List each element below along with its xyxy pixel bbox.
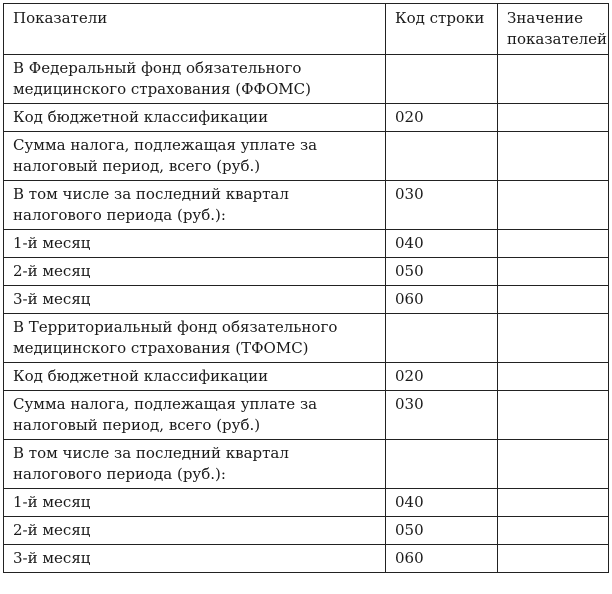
row-label: В том числе за последний квартал налогового периода (руб.):: [4, 440, 386, 489]
table-row: [4, 104, 609, 132]
section-code-cell: [386, 314, 498, 363]
row-code: 030: [386, 181, 498, 230]
table-row: [4, 230, 609, 258]
section-title-ffoms: В Федеральный фонд обязательного медицинского страхования (ФФОМС): [4, 55, 386, 104]
row-label: Код бюджетной классификации: [4, 363, 386, 391]
row-code: 050: [386, 517, 498, 545]
section-header-row: [4, 314, 609, 363]
section-code-cell: [386, 55, 498, 104]
row-value: [498, 489, 609, 517]
row-value: [498, 517, 609, 545]
row-value: [498, 181, 609, 230]
row-label: 3-й месяц: [4, 545, 386, 573]
row-label: Сумма налога, подлежащая уплате за налоговый период, всего (руб.): [4, 391, 386, 440]
row-code: 060: [386, 286, 498, 314]
row-label: Код бюджетной классификации: [4, 104, 386, 132]
row-code: 040: [386, 489, 498, 517]
row-label: Сумма налога, подлежащая уплате за налоговый период, всего (руб.): [4, 132, 386, 181]
section-value-cell: [498, 55, 609, 104]
row-label: 1-й месяц: [4, 230, 386, 258]
table-row: [4, 545, 609, 573]
row-code: 040: [386, 230, 498, 258]
row-label: 2-й месяц: [4, 258, 386, 286]
row-label: 1-й месяц: [4, 489, 386, 517]
table-row: [4, 489, 609, 517]
table-row: [4, 440, 609, 489]
table-row: [4, 517, 609, 545]
row-value: [498, 440, 609, 489]
row-value: [498, 286, 609, 314]
row-value: [498, 363, 609, 391]
row-value: [498, 545, 609, 573]
table-row: [4, 181, 609, 230]
table-header-row: [4, 4, 609, 55]
row-code: [386, 440, 498, 489]
table-row: [4, 286, 609, 314]
table-row: [4, 363, 609, 391]
row-value: [498, 230, 609, 258]
table-row: [4, 132, 609, 181]
row-label: 2-й месяц: [4, 517, 386, 545]
header-value: Значение показателей: [498, 4, 609, 55]
row-label: В том числе за последний квартал налогового периода (руб.):: [4, 181, 386, 230]
row-label: 3-й месяц: [4, 286, 386, 314]
row-code: 020: [386, 104, 498, 132]
section-title-tfoms: В Территориальный фонд обязательного медицинского страхования (ТФОМС): [4, 314, 386, 363]
header-line-code: Код строки: [386, 4, 498, 55]
row-code: 030: [386, 391, 498, 440]
table-row: [4, 391, 609, 440]
row-code: 060: [386, 545, 498, 573]
row-value: [498, 104, 609, 132]
header-indicators: Показатели: [4, 4, 386, 55]
section-value-cell: [498, 314, 609, 363]
row-code: 050: [386, 258, 498, 286]
row-value: [498, 258, 609, 286]
row-code: [386, 132, 498, 181]
tax-indicators-table: [3, 3, 609, 573]
row-code: 020: [386, 363, 498, 391]
table-row: [4, 258, 609, 286]
section-header-row: [4, 55, 609, 104]
row-value: [498, 391, 609, 440]
row-value: [498, 132, 609, 181]
